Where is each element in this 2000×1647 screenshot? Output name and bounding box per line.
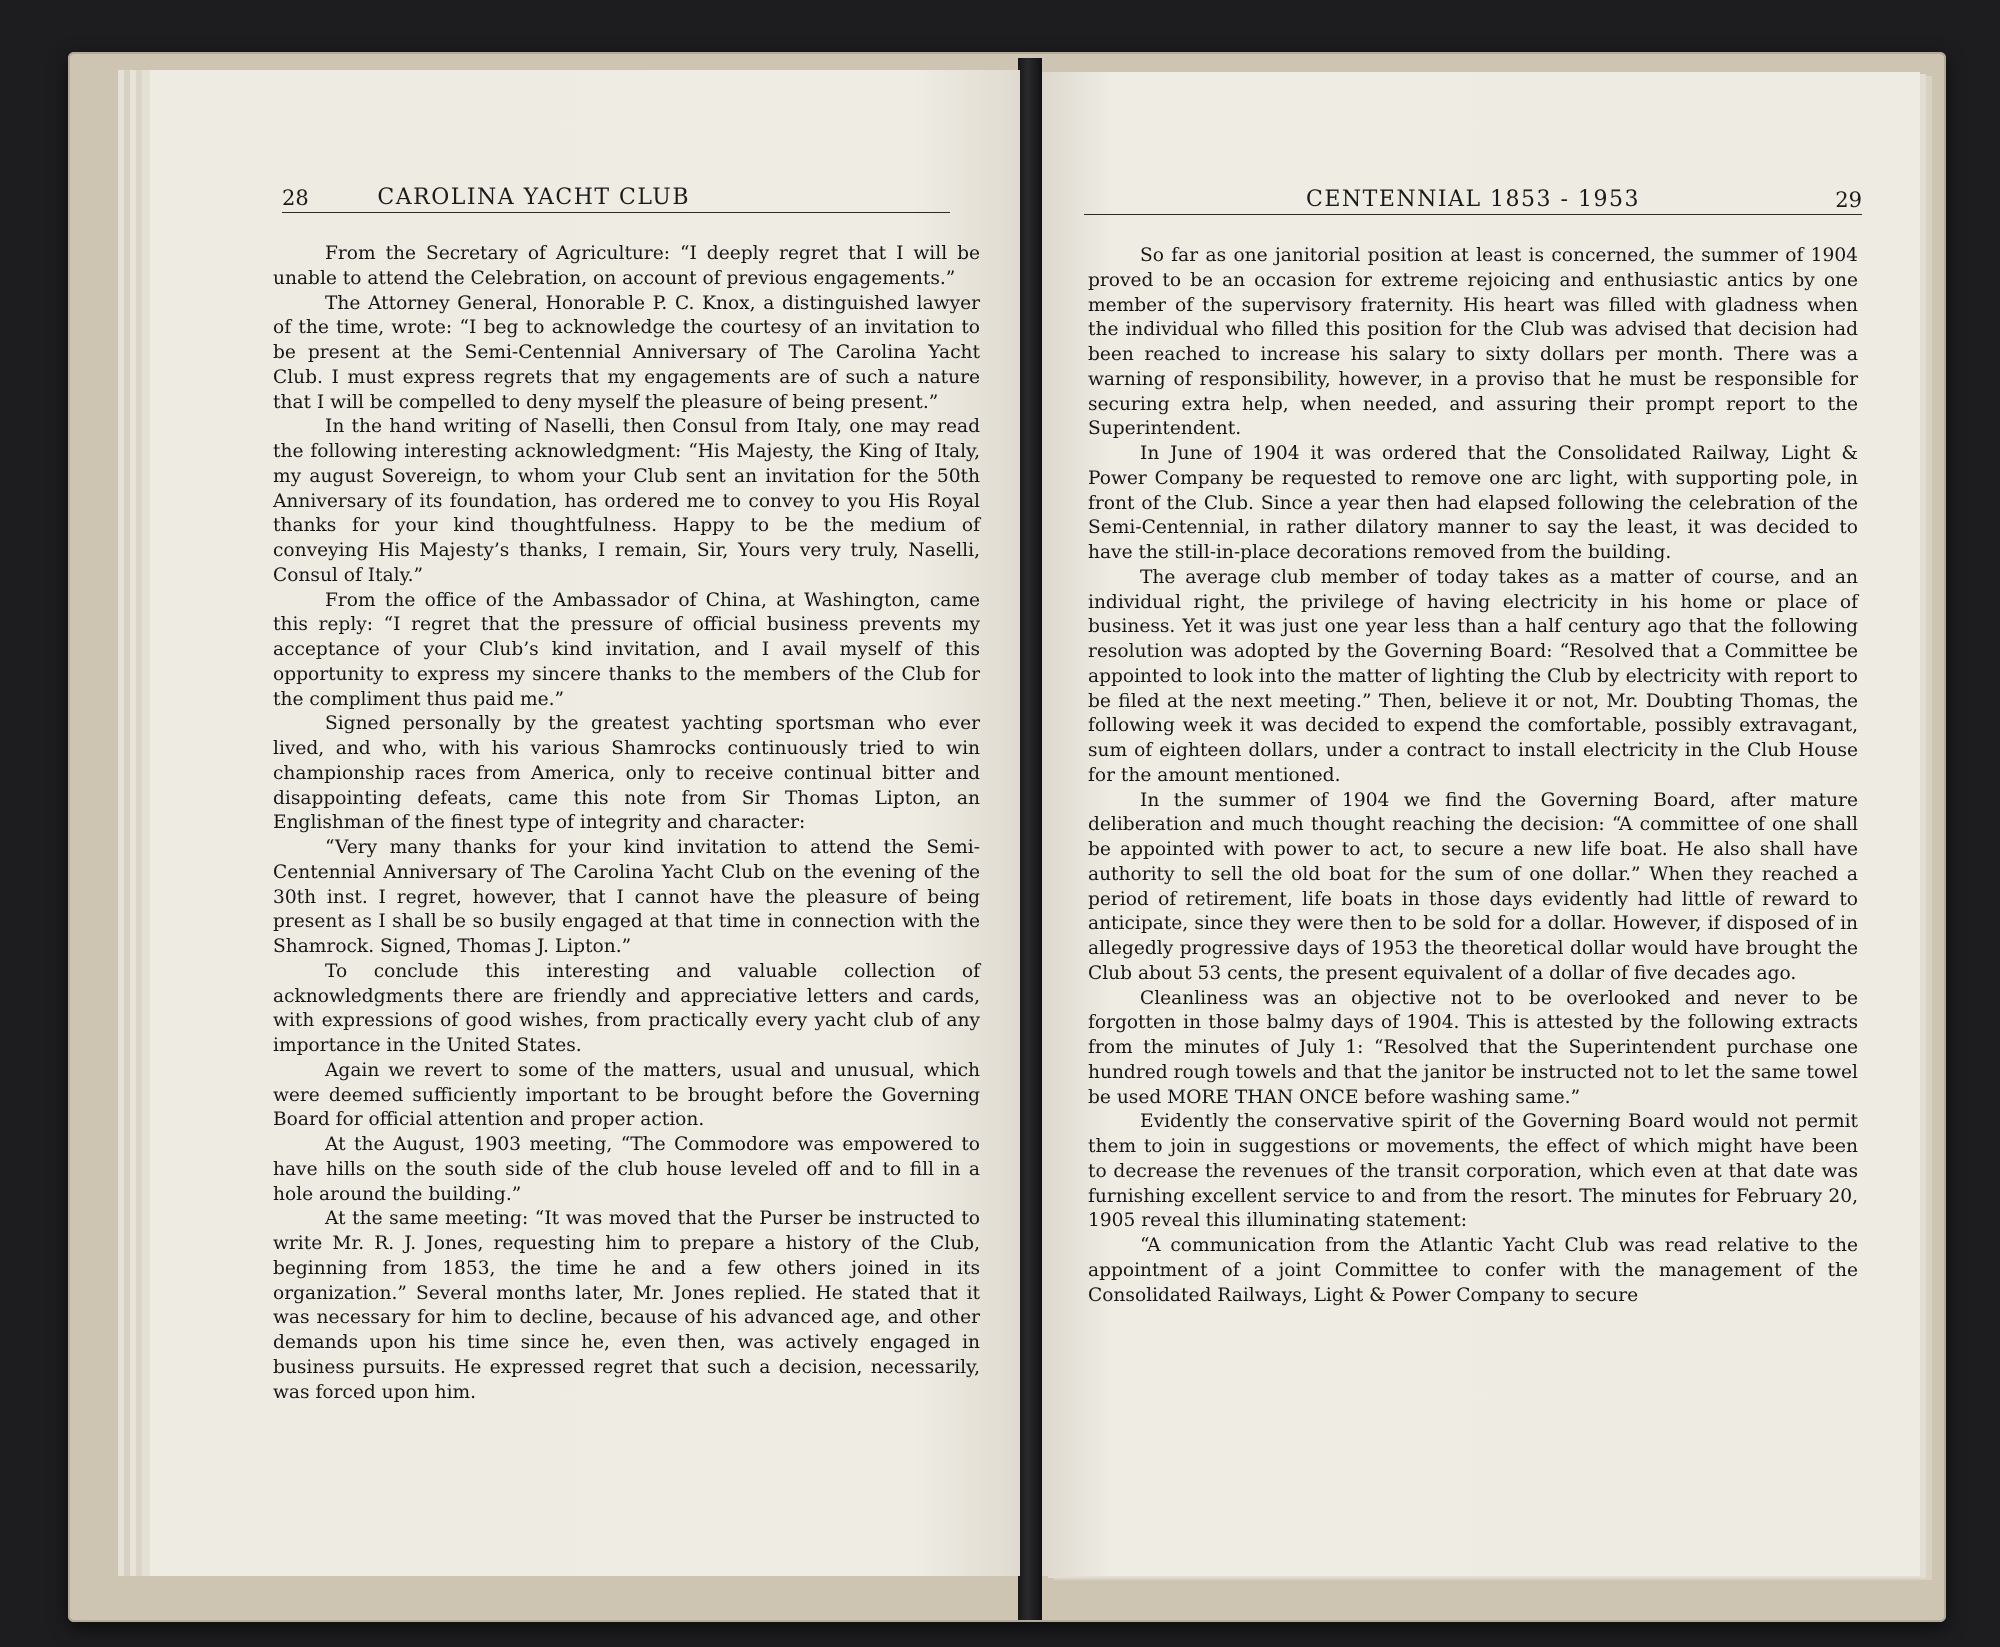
paragraph: From the office of the Ambassador of China, at Washington, came this reply: “I regret that the pressure of official business prevents my acceptance of your Club’s kind invitation, and I avail myself of this opportunity to express my sincere thanks to the members of the Club for the compliment thus paid me.” bbox=[273, 589, 980, 710]
book-spine bbox=[1018, 58, 1042, 1620]
left-header-rule bbox=[282, 212, 950, 213]
left-running-head bbox=[282, 170, 960, 210]
right-page-body bbox=[1088, 244, 1858, 1308]
paragraph: Signed personally by the greatest yachting sportsman who ever lived, and who, with his various Shamrocks continuously tried to win championship races from America, only to receive continual bitter and disappointing defeats, came this note from Sir Thomas Lipton, an Englishman of the finest type of integrity and character: bbox=[273, 713, 980, 834]
paragraph: Evidently the conservative spirit of the Governing Board would not permit them to join in suggestions or movements, the effect of which might have been to decrease the revenues of the transit corporation, which even at that date was furnishing excellent service to and from the resort. The minutes for February 20, 1905 reveal this illuminating statement: bbox=[1088, 1111, 1858, 1232]
paragraph: From the Secretary of Agriculture: “I deeply regret that I will be unable to attend the Celebration, on account of previous engagements.” bbox=[273, 243, 980, 289]
paragraph: In June of 1904 it was ordered that the Consolidated Railway, Light & Power Company be requested to remove one arc light, with supporting pole, in front of the Club. Since a year then had elapsed following the celebration of the Semi-Centennial, in rather dilatory manner to say the least, it was decided to have the still-in-place decorations removed from the building. bbox=[1088, 443, 1858, 563]
left-page-number: 28 bbox=[282, 186, 309, 210]
paragraph: “A communication from the Atlantic Yacht Club was read relative to the appointment of a joint Committee to confer with the management of the Consolidated Railways, Light & Power Company to secure bbox=[1088, 1235, 1858, 1306]
paragraph: At the same meeting: “It was moved that the Purser be instructed to write Mr. R. J. Jones, requesting him to prepare a history of the Club, beginning from 1853, the time he and a few others joined in its organization.” Several months later, Mr. Jones replied. He stated that it was necessary for him to decline, because of his advanced age, and other demands upon his time since he, even then, was actively engaged in business pursuits. He expressed regret that such a decision, necessarily, was forced upon him. bbox=[273, 1208, 980, 1403]
paragraph: At the August, 1903 meeting, “The Commodore was empowered to have hills on the south side of the club house leveled off and to fill in a hole around the building.” bbox=[273, 1134, 980, 1205]
paragraph: So far as one janitorial position at least is concerned, the summer of 1904 proved to be an occasion for extreme rejoicing and enthusiastic antics by one member of the supervisory fraternity. His heart was filled with gladness when the individual who filled this position for the Club was advised that decision had been reached to increase his salary to sixty dollars per month. There was a warning of responsibility, however, in a proviso that he must be responsible for securing extra help, when needed, and assuring their prompt report to the Superintendent. bbox=[1088, 245, 1858, 440]
paragraph: Again we revert to some of the matters, usual and unusual, which were deemed sufficiently important to be brought before the Governing Board for official attention and proper action. bbox=[273, 1059, 980, 1131]
left-running-title: CAROLINA YACHT CLUB bbox=[377, 185, 690, 210]
right-header-rule bbox=[1084, 214, 1862, 215]
paragraph: In the hand writing of Naselli, then Consul from Italy, one may read the following interesting acknowledgment: “His Majesty, the King of Italy, my august Sovereign, to whom your Club sent an invitation for the 50th Anniversary of its foundation, has ordered me to convey to you His Royal thanks for your kind thoughtfulness. Happy to be the medium of conveying His Majesty’s thanks, I remain, Sir, Yours very truly, Naselli, Consul of Italy.” bbox=[273, 416, 980, 586]
left-page-body bbox=[273, 242, 980, 1405]
paragraph: “Very many thanks for your kind invitation to attend the Semi-Centennial Anniversary of The Carolina Yacht Club on the evening of the 30th inst. I regret, however, that I cannot have the pleasure of being present as I shall be so busily engaged at that time in connection with the Shamrock. Signed, Thomas J. Lipton.” bbox=[273, 837, 980, 957]
right-page bbox=[1042, 72, 1920, 1576]
right-running-head bbox=[1084, 172, 1862, 212]
right-running-title: CENTENNIAL 1853 - 1953 bbox=[1306, 187, 1640, 212]
right-page-number: 29 bbox=[1835, 188, 1862, 212]
paragraph: Cleanliness was an objective not to be overlooked and never to be forgotten in those balmy days of 1904. This is attested by the following extracts from the minutes of July 1: “Resolved that the Superintendent purchase one hundred rough towels and that the janitor be instructed not to let the same towel be used MORE THAN ONCE before washing same.” bbox=[1088, 987, 1858, 1108]
paragraph: In the summer of 1904 we find the Governing Board, after mature deliberation and much thought reaching the decision: “A committee of one shall be appointed with power to act, to secure a new life boat. He also shall have authority to sell the old boat for the sum of one dollar.” When they reached a period of retirement, life boats in those days evidently had little of reward to anticipate, since they were then to be sold for a dollar. However, if disposed of in allegedly progressive days of 1953 the theoretical dollar would have brought the Club about 53 cents, the present equivalent of a dollar of five decades ago. bbox=[1088, 789, 1858, 984]
left-page bbox=[150, 70, 1020, 1576]
paragraph: The average club member of today takes as a matter of course, and an individual right, the privilege of having electricity in his home or place of business. Yet it was just one year less than a half century ago that the following resolution was adopted by the Governing Board: “Resolved that a Committee be appointed to look into the matter of lighting the Club by electricity with report to be filed at the next meeting.” Then, believe it or not, Mr. Doubting Thomas, the following week it was decided to expend the comfortable, possibly extravagant, sum of eighteen dollars, under a contract to install electricity in the Club House for the amount mentioned. bbox=[1088, 566, 1858, 786]
paragraph: The Attorney General, Honorable P. C. Knox, a distinguished lawyer of the time, wrote: “I beg to acknowledge the courtesy of an invitation to be present at the Semi-Centennial Anniversary of The Carolina Yacht Club. I must express regrets that my engagements are of such a nature that I will be compelled to deny myself the pleasure of being present.” bbox=[273, 292, 980, 413]
paragraph: To conclude this interesting and valuable collection of acknowledgments there are friendly and appreciative letters and cards, with expressions of good wishes, from practically every yacht club of any importance in the United States. bbox=[273, 960, 980, 1056]
